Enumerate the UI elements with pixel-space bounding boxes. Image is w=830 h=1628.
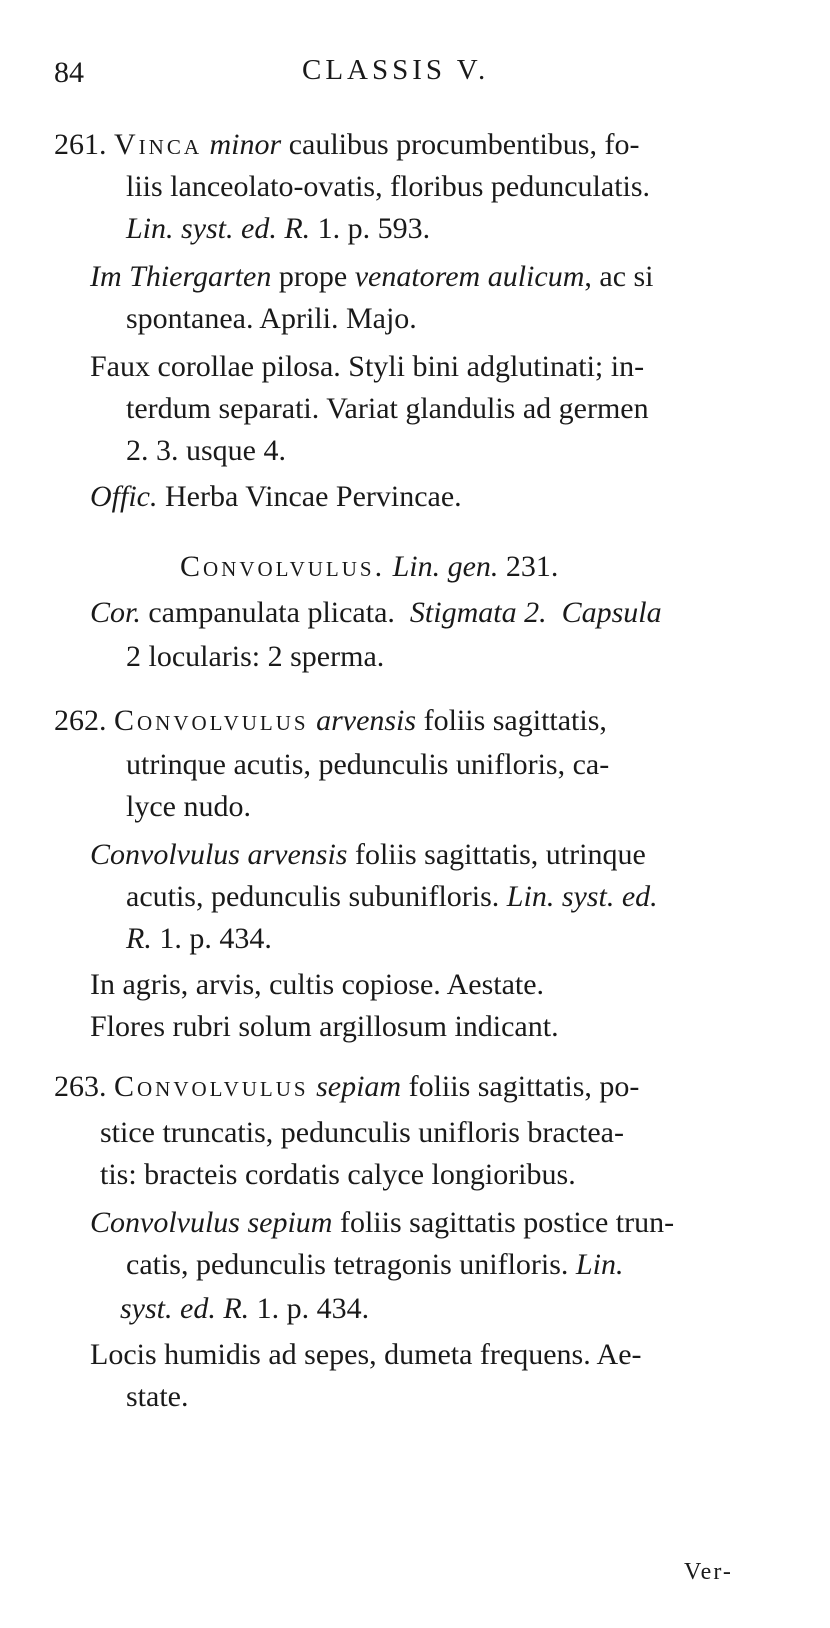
entry-262-line-3: lyce nudo. [126,790,251,823]
capsula-label: Capsula [561,596,662,629]
genus-heading [180,552,558,582]
locality-place: Im Thiergarten [90,260,272,293]
entry-number: 263. [54,1070,107,1103]
genus-heading-name: Convolvulus. [180,550,386,583]
genus-character-line-1 [90,598,662,628]
page-number: 84 [54,56,84,89]
synonym-page: 1. p. 434. [256,1292,370,1325]
entry-263-line-3: tis: bracteis cordatis calyce longioribus. [100,1158,576,1191]
locality-detail: venatorem aulicum [354,260,585,293]
entry-262-line-1 [54,706,607,736]
entry-263-line-2: stice truncatis, pedunculis unifloris bractea- [100,1116,624,1149]
entry-262-habitat: In agris, arvis, cultis copiose. Aestate. [90,968,545,1001]
locality-end: , ac si [584,260,654,293]
synonym-name: Convolvulus sepium [90,1206,333,1239]
genus-name: Convolvulus [114,1070,309,1103]
description-text: foliis sagittatis, [423,704,607,737]
running-title: CLASSIS V. [302,54,490,86]
genus-heading-number: 231. [505,550,559,583]
entry-261-note-line-2: terdum separati. Variat glandulis ad germen [126,392,649,425]
officinal-label: Offic. [90,480,158,513]
reference-page: 1. p. 593. [317,212,431,245]
synonym-reference: Lin. [575,1248,624,1281]
entry-261-note-line-1: Faux corollae pilosa. Styli bini adglutinati; in- [90,350,645,383]
entry-262-synonym-line-1 [90,840,646,870]
genus-name: Convolvulus [114,704,309,737]
genus-character-line-2: 2 locularis: 2 sperma. [126,640,385,673]
synonym-reference: R. [126,922,152,955]
entry-262-synonym-line-2 [126,882,658,912]
synonym-text: foliis sagittatis, utrinque [354,838,646,871]
entry-261-officinal [90,482,462,512]
description-text: foliis sagittatis, po- [408,1070,640,1103]
species-name: arvensis [316,704,417,737]
entry-number: 261. [54,128,107,161]
entry-261-line-1 [54,130,754,160]
entry-261-reference [126,214,430,244]
entry-263-habitat-line-2: state. [126,1380,189,1413]
entry-261-line-2: liis lanceolato-ovatis, floribus pedunculatis. [126,170,651,203]
synonym-text: catis, pedunculis tetragonis unifloris. [126,1248,569,1281]
synonym-reference: Lin. syst. ed. [506,880,658,913]
entry-263-line-1 [54,1072,639,1102]
species-name: sepiam [316,1070,402,1103]
synonym-text: foliis sagittatis postice trun- [339,1206,675,1239]
entry-261-locality [90,262,654,292]
entry-262-note: Flores rubri solum argillosum indicant. [90,1010,559,1043]
corolla-label: Cor. [90,596,141,629]
synonym-page: 1. p. 434. [159,922,272,955]
species-name: minor [209,128,282,161]
corolla-text: campanulata plicata. [148,596,395,629]
reference-source: Lin. syst. ed. R. [126,212,311,245]
entry-261-locality-line-2: spontanea. Aprili. Majo. [126,302,417,335]
entry-262-line-2: utrinque acutis, pedunculis unifloris, ca- [126,748,610,781]
entry-263-synonym-line-1 [90,1208,674,1238]
entry-263-synonym-line-2 [126,1250,623,1280]
locality-word: prope [278,260,348,293]
genus-name: Vinca [114,128,202,161]
description-text: caulibus procumbentibus, fo- [288,128,640,161]
entry-261-note-line-3: 2. 3. usque 4. [126,434,286,467]
synonym-name: Convolvulus arvensis [90,838,348,871]
entry-262-synonym-line-3 [126,924,272,954]
entry-263-synonym-line-3 [120,1294,369,1324]
officinal-text: Herba Vincae Pervincae. [165,480,462,513]
genus-heading-ref: Lin. gen. [392,550,499,583]
entry-number: 262. [54,704,107,737]
entry-263-habitat-line-1: Locis humidis ad sepes, dumeta frequens. Ae- [90,1338,642,1371]
synonym-reference: syst. ed. R. [120,1292,250,1325]
synonym-text: acutis, pedunculis subunifloris. [126,880,500,913]
stigmata-label: Stigmata 2. [409,596,547,629]
catchword: Ver- [684,1559,733,1585]
